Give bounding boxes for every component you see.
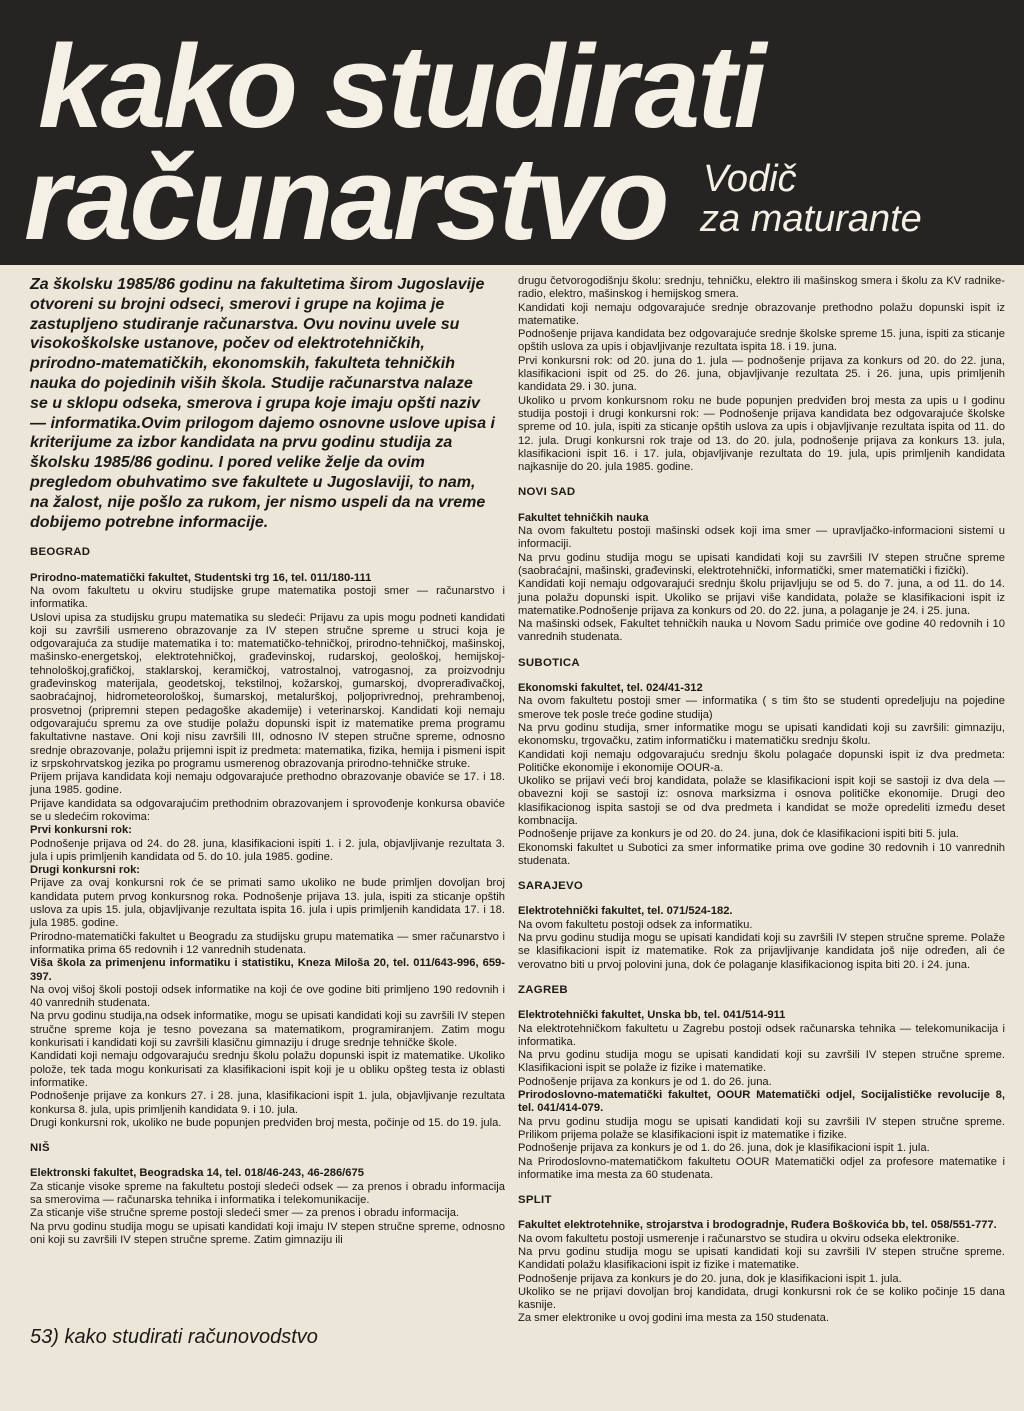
- title-line-2: računarstvo: [24, 133, 667, 265]
- city-heading: SPLIT: [518, 1194, 552, 1207]
- page-footer: 53) kako studirati računovodstvo: [30, 1326, 318, 1348]
- paragraph: Podnošenje prijava za konkurs je do 20. juna, dok je klasifikacioni ispit 1. jula.: [518, 1272, 902, 1285]
- section-novi-sad: [518, 486, 1005, 644]
- paragraph: Podnošenje prijava kandidata bez odgovarajuće srednje školske spreme 15. juna, ispiti za sticanje opštih uslova za upis i objavljivanje rezultata ispita 18. i 19. juna.: [518, 328, 1005, 354]
- paragraph: Podnošenje prijava od 24. do 28. juna, klasifikacioni ispiti 1. i 2. jula, objavljivanje rezultata 3. jula i upis primljenih kandidata od 5. do 10. jula 1985. godine.: [30, 837, 505, 863]
- paragraph: Na prvu godinu studija mogu se upisati kandidati koji su završili IV stepen stručne spreme. Prilikom prijema polaže se klasifikacioni ispit iz matematike i fizike.: [518, 1115, 1005, 1141]
- paragraph: Na ovom fakultetu postoji usmerenje i računarstvo se studira u okviru odseka elektronike.: [518, 1232, 960, 1245]
- city-heading: NIŠ: [30, 1142, 50, 1155]
- faculty-heading: Prirodno-matematički fakultet, Studentski trg 16, tel. 011/180-111: [30, 571, 372, 584]
- faculty-heading: Fakultet tehničkih nauka: [518, 511, 649, 524]
- paragraph: Na mašinski odsek, Fakultet tehničkih nauka u Novom Sadu primiće ove godine 40 redovnih i 10 vanrednih studenata.: [518, 618, 1005, 644]
- subtitle-line-2: za maturante: [700, 198, 922, 240]
- paragraph: Na prvu godinu studija mogu se upisati kandidati koji su završili IV stepen stručne spreme. Kandidati polažu klasifikacioni ispit iz fizike i matematike.: [518, 1246, 1005, 1272]
- faculty-heading: Viša škola za primenjenu informatiku i statistiku, Kneza Miloša 20, tel. 011/643-996, 659-397.: [30, 957, 505, 983]
- section-split: [518, 1194, 1005, 1326]
- subtitle-line-1: Vodič: [703, 158, 797, 200]
- paragraph: Prijave kandidata sa odgovarajućim prethodnim obrazovanjem i sprovođenje konkursa obaviće se u sledećim rokovima:: [30, 797, 505, 823]
- intro-paragraph: Za školsku 1985/86 godinu na fakultetima širom Jugoslavije otvoreni su brojni odseci, smerovi i grupe na kojima je zastupljeno studiranje računarstva. Ovu novinu uvele su visokoškolske ustanove, počev od elektrotehničkih, prirodno-matematičkih, ekonomskih, fakulteta tehničkih nauka do pojedinih viših škola. Studije računarstva nalaze se u sklopu odseka, smerova i grupa koje imaju opšti naziv — informatika.Ovim prilogom dajemo osnovne uslove upisa i kriterijume za izbor kandidata na prvu godinu studija za školsku 1985/86 godinu. I pored velike želje da ovim pregledom obuhvatimo sve fakultete u Jugoslaviji, to nam, na žalost, nije pošlo za rukom, jer nismo uspeli da na vreme dobijemo potrebne informacije.: [30, 276, 495, 531]
- paragraph: Podnošenje prijave za konkurs je od 20. do 24. juna, dok će klasifikacioni ispiti biti 5. jula.: [518, 828, 959, 841]
- paragraph: Prvi konkursni rok: od 20. juna do 1. jula — podnošenje prijava za konkurs od 20. do 22. juna, klasifikacioni ispit od 25. do 26. juna, objavljivanje rezultata 25. i 26. juna, upis primljenih kandidata 29. i 30. juna.: [518, 354, 1005, 394]
- paragraph: Na elektrotehničkom fakultetu u Zagrebu postoji odsek računarska tehnika — telekomunikacija i informatika.: [518, 1022, 1005, 1048]
- paragraph: Prirodno-matematički fakultet u Beogradu za studijsku grupu matematika — smer računarstvo i informatika prima 65 redovnih i 12 vanrednih studenata.: [30, 930, 505, 956]
- paragraph: Na ovom fakultetu postoji odsek za informatiku.: [518, 918, 753, 931]
- paragraph: Na Prirodoslovno-matematičkom fakultetu OOUR Matematički odjel za profesore matematike i informatike ima mesta za 60 studenata.: [518, 1155, 1005, 1181]
- paragraph: Ekonomski fakultet u Subotici za smer informatike prima ove godine 30 redovnih i 10 vanrednih studenata.: [518, 841, 1005, 867]
- faculty-heading: Fakultet elektrotehnike, strojarstva i brodogradnje, Ruđera Boškovića bb, tel. 058/551-777.: [518, 1219, 997, 1232]
- city-heading: SUBOTICA: [518, 656, 580, 669]
- faculty-heading: Elektrotehnički fakultet, tel. 071/524-182.: [518, 905, 733, 918]
- paragraph: Na prvu godinu studija, smer informatike mogu se upisati kandidati koji su završili: gimnaziju, ekonomsku, trgovačku, zatim informatičku i matematičku srednju školu.: [518, 721, 1005, 748]
- title-banner: [0, 0, 1024, 265]
- paragraph: Na ovom fakultetu postoji smer — informatika ( s tim što se studenti opredeljuju na pojedine smerove tek posle treće godine studija): [518, 695, 1005, 721]
- left-column: [30, 275, 505, 1259]
- paragraph: Na prvu godinu studija mogu se upisati kandidati koji su završili IV stepen stručne spreme. Polaže se klasifikacioni ispit iz matematike. Rok za prijavljivanje kandidata još nije određen, ali će verovatno biti u prvoj polovini juna, dok će polaganje klasifikacionog ispita biti 20. i 24. juna.: [518, 932, 1005, 971]
- paragraph: Na prvu godinu studija,na odsek informatike, mogu se upisati kandidati koji su završili IV stepen stručne spreme koja je tesno povezana sa matematikom, programiranjem. Zatim mogu konkurisati i kandidati koji su završili klasičnu gimnaziju i druge srednje tehničke škole.: [30, 1010, 505, 1050]
- faculty-heading: Ekonomski fakultet, tel. 024/41-312: [518, 682, 703, 695]
- paragraph: Ukoliko u prvom konkursnom roku ne bude popunjen predviđen broj mesta za upis u I godinu studija postoji i drugi konkursni rok: — Podnošenje prijava kandidata bez odgovarajuće školske spreme od 10. jula, ispiti za sticanje opštih uslova za upis i objavljivanje rezultata ispita od 11. do 12. jula. Drugi konkursni rok traje od 13. do 20. jula, podnošenje prijava za konkurs 13. jula, klasifikacioni ispit 16. i 17. jula, objavljivanje rezultata do 19. jula, upis primljenih kandidata najkasnije do 20. jula 1985. godine.: [518, 394, 1005, 474]
- paragraph: Podnošenje prijave za konkurs 27. i 28. juna, klasifikacioni ispit 1. jula, objavljivanje rezultata konkursa 8. jula, upis primljenih kandidata 9. i 10. jula.: [30, 1090, 505, 1116]
- section-subotica: [518, 657, 1005, 868]
- paragraph: Podnošenje prijava za konkurs je od 1. do 26. juna, dok je klasifikacioni ispit 1. jula.: [518, 1142, 930, 1155]
- paragraph: Na ovoj višoj školi postoji odsek informatike na koji će ove godine biti primljeno 190 redovnih i 40 vanrednih studenata.: [30, 983, 505, 1010]
- paragraph: Ukoliko se prijavi veći broj kandidata, polaže se klasifikacioni ispit koji se sastoji iz dva dela — obavezni koji se sastoji iz: osnova marksizma i osnova političke ekonomije. Drugi deo klasifikacionog ispita sastoji se od dva predmeta i kandidat se može opredeliti između deset kombnacija.: [518, 775, 1005, 827]
- paragraph: Drugi konkursni rok, ukoliko ne bude popunjen predviđen broj mesta, počinje od 15. do 19. jula.: [30, 1116, 502, 1129]
- paragraph: Ukoliko se ne prijavi dovoljan broj kandidata, drugi konkursni rok će se koliko počinje 15 dana kasnije.: [518, 1285, 1005, 1312]
- paragraph: Prijem prijava kandidata koji nemaju odgovarajuće prethodno obrazovanje obaviće se 17. i 18. juna 1985. godine.: [30, 771, 505, 797]
- section-beograd: [30, 546, 505, 1130]
- paragraph: Na ovom fakultetu postoji mašinski odsek koji ima smer — upravljačko-informacioni sistemi u informaciji.: [518, 525, 1005, 551]
- section-nis-continued: [518, 275, 1005, 474]
- section-zagreb: [518, 984, 1005, 1182]
- paragraph: Na prvu godinu studija mogu se upisati kandidati koji imaju IV stepen stručne spreme, odnosno oni koji su završili IV stepen stručne spreme. Zatim gimnaziju ili: [30, 1220, 505, 1246]
- paragraph: Za sticanje više stručne spreme postoji sledeći smer — za prenos i obradu informacija.: [30, 1207, 460, 1220]
- title-line-1: kako studirati: [38, 21, 764, 153]
- paragraph: Podnošenje prijava za konkurs je od 1. do 26. juna.: [518, 1075, 772, 1088]
- paragraph: Kandidati koji nemaju odgovarajuću srednju školu polažu dopunski ispit iz matematike. Ukoliko polože, tek tada mogu konkurisati za klasifikacioni ispit koji je u obliku opšteg testa iz oblasti informatike.: [30, 1050, 505, 1089]
- subheading: Drugi konkursni rok:: [30, 864, 141, 877]
- paragraph: drugu četvorogodišnju školu: srednju, tehničku, elektro ili mašinskog smera i školu za KV radnike-radio, elektro, mašinskog i hemijskog smera.: [518, 275, 1005, 301]
- faculty-heading: Elektrotehnički fakultet, Unska bb, tel. 041/514-911: [518, 1009, 786, 1022]
- paragraph: Na ovom fakultetu u okviru studijske grupe matematika postoji smer — računarstvo i informatika.: [30, 584, 505, 611]
- paragraph: Kandidati koji nemaju odgovarajuću srednju školu polagaće dopunski ispit iz dva predmeta: Političke ekonomije i ekonomije OOUR-a.: [518, 748, 1005, 774]
- paragraph: Kandidati koji nemaju odgovarajuće srednje obrazovanje prethodno polažu dopunski ispit iz matematike.: [518, 301, 1005, 327]
- paragraph: Uslovi upisa za studijsku grupu matematika su sledeći: Prijavu za upis mogu podneti kandidati koji su završili usmereno obrazovanje za IV stepen stručne spreme u struci koja je odgovarajuća za studije matematika i to: matematičko-tehničkoj, prirodno-tehničkoj, mašinskoj, mašinsko-energetskoj, elektrotehničkoj, građevinskoj, rudarskoj, geološkoj, hemijskoj-tehnološkoj,grafičkoj, staklarskoj, keramičkoj, vatrostalnoj, vatrogasnoj, za proizvodnju građevinskog materijala, geodetskoj, tekstilnoj, kožarskoj, gumarskoj, dvoprerađivačkoj, saobraćajnoj, hidrometeorološkoj, šumarskoj, metalurškoj, poljoprivrednoj, prehrambenoj, prosvetnoj (pripremni stepen pedagoške akademije) i veterinarskoj. Kandidati koji nemaju odgovarajuću spremu za ove studije polažu dopunski ispit iz matematike prema programu fakultativne nastave. Oni koji nisu završili III, odnosno IV stepen stručne spreme, odnosno srednje obrazovanje, polažu prijemni ispit iz predmeta: matematika, fizika, hemija i pismeni ispit iz srpskohrvatskog jezika po programu usmerenog obrazovanja prirodno-tehničke struke.: [30, 611, 505, 770]
- city-heading: SARAJEVO: [518, 880, 584, 893]
- section-sarajevo: [518, 880, 1005, 972]
- faculty-heading: Prirodoslovno-matematički fakultet, OOUR Matematički odjel, Socijalističke revolucije 8, tel. 041/414-079.: [518, 1089, 1005, 1115]
- right-column: [518, 275, 1005, 1338]
- paragraph: Za smer elektronike u ovoj godini ima mesta za 150 studenata.: [518, 1312, 829, 1325]
- city-heading: ZAGREB: [518, 983, 568, 996]
- section-nis: [30, 1142, 505, 1247]
- paragraph: Na prvu godinu studija mogu se upisati kandidati koji su završili IV stepen stručne spreme. Klasifikacioni ispit se polaže iz fizike i matematike.: [518, 1049, 1005, 1075]
- city-heading: BEOGRAD: [30, 546, 91, 559]
- paragraph: Kandidati koji nemaju odgovarajući srednju školu prijavljuju se od 5. do 7. juna, a od 11. do 14. juna polažu dopunski ispit. Ukoliko se prijavi više kandidata, polaže se klasifikacioni ispit iz matematike.Podnošenje prijava za konkurs od 20. do 22. juna, a polaganje je 24. i 25. juna.: [518, 578, 1005, 617]
- faculty-heading: Elektronski fakultet, Beogradska 14, tel. 018/46-243, 46-286/675: [30, 1167, 364, 1180]
- subheading: Prvi konkursni rok:: [30, 824, 132, 837]
- paragraph: Na prvu godinu studija mogu se upisati kandidati koji su završili IV stepen stručne spreme (saobraćajni, mašinski, građevinski, elektrotehnički, informatički, smer matematički i fizički).: [518, 551, 1005, 577]
- paragraph: Prijave za ovaj konkursni rok će se primati samo ukoliko ne bude primljen dovoljan broj kandidata putem prvog konkursnog roka. Podnošenje prijava 13. jula, ispiti za sticanje opštih uslova za upis 15. jula, objavljivanje rezultata ispita 16. jula i upis primljenih kandidata 17. i 18. jula 1985. godine.: [30, 877, 505, 930]
- city-heading: NOVI SAD: [518, 486, 576, 499]
- paragraph: Za sticanje visoke spreme na fakultetu postoji sledeći odsek — za prenos i obradu informacija sa smerovima — računarska tehnika i informatika i telekomunikacije.: [30, 1180, 505, 1207]
